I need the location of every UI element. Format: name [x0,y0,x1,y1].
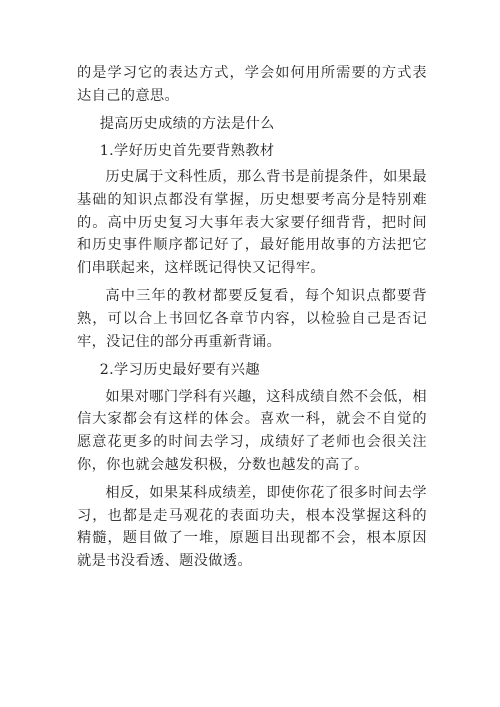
paragraph-body-4: 相反，如果某科成绩差，即使你花了很多时间去学习，也都是走马观花的表面功夫，根本没掌握这科的精髓，题目做了一堆，原题目出现都不会，根本原因就是书没看透、题没做透。 [77,485,427,569]
subheading-2: 2.学习历史最好要有兴趣 [99,362,260,379]
paragraph-body-3: 如果对哪门学科有兴趣，这科成绩自然不会低，相信大家都会有这样的体会。喜欢一科，就会不自觉的愿意花更多的时间去学习，成绩好了老师也会很关注你，你也就会越发积极，分数也越发的高了。 [77,388,427,473]
paragraph-body-1: 历史属于文科性质，那么背书是前提条件，如果最基础的知识点都没有掌握，历史想要考高分是特别难的。高中历史复习大事年表大家要仔细背背，把时间和历史事件顺序都记好了，最好能用故事的方法把它们串联起来，这样既记得快又记得牢。 [77,169,427,276]
paragraph-body-2: 高中三年的教材都要反复看，每个知识点都要背熟，可以合上书回忆各章节内容，以检验自己是否记牢，没记住的部分再重新背诵。 [77,288,427,350]
paragraph-continuation: 的是学习它的表达方式，学会如何用所需要的方式表达自己的意思。 [77,65,427,104]
section-title: 提高历史成绩的方法是什么 [99,116,275,133]
document-body [77,62,427,572]
subheading-1: 1.学好历史首先要背熟教材 [99,142,275,159]
